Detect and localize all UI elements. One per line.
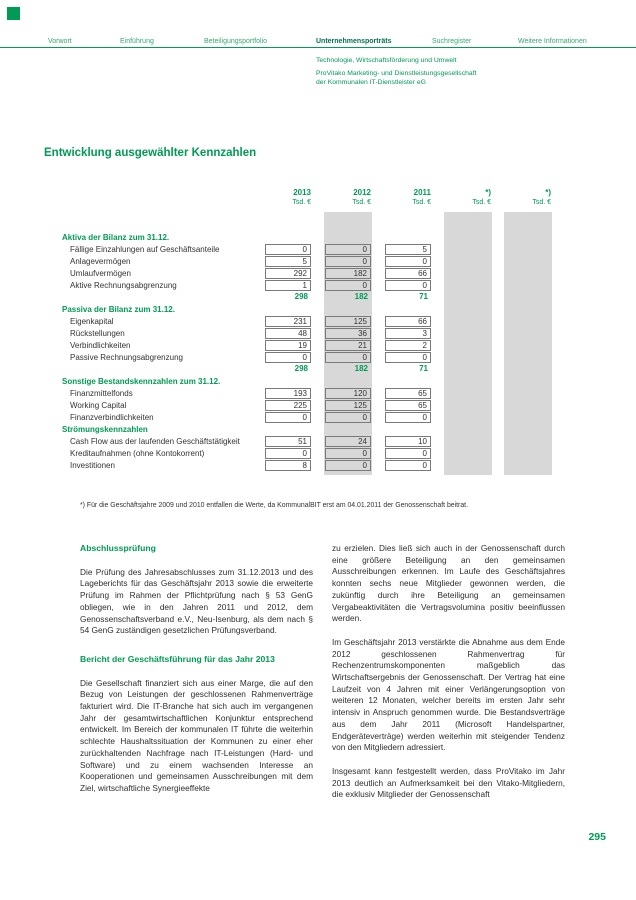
nav-item-unternehmensportr-ts[interactable]: Unternehmensporträts: [316, 38, 392, 45]
column-year: *): [545, 188, 551, 197]
table-section-header: [62, 231, 551, 243]
table-header-spacer: [62, 188, 257, 206]
table-cell: [505, 340, 551, 351]
row-label: Eigenkapital: [70, 316, 114, 326]
table-total-row: [62, 291, 551, 303]
table-cell: [505, 316, 551, 327]
table-cell: 5: [385, 244, 431, 255]
table-section-aktiva-der-bilanz-zum-31-12: [62, 231, 551, 303]
nav-item-einf-hrung[interactable]: Einführung: [120, 38, 154, 45]
table-cell: 10: [385, 436, 431, 447]
paragraph: Im Geschäftsjahr 2013 verstärkte die Abnahme aus dem Ende 2012 geschlossenen Rahmenvertrag für Rechenzentrumskomponenten maßgeblich das Wirtschaftsergebnis der Genossenschaft. Der Vertrag hat eine Laufzeit von 4 Jahren mit einer Verlängerungsoption von weiteren 12 Monaten, welcher bereits im ersten Jahr sehr intensiv in Anspruch genommen wurde. Die Bestandsverträge aus dem Jahr 2011 (Microsoft Handelspartner, Endgeräteverträge) werden weiterhin mit steigender Tendenz von den Mitgliedern adressiert.: [332, 636, 565, 753]
table-cell: 0: [265, 352, 311, 363]
paragraph: Die Gesellschaft finanziert sich aus einer Marge, die auf den Bezug von Leistungen der geschlossenen Rahmenverträge fakturiert wird. Die IT-Branche hat sich auch im vergangenen Jahr der gesamtwirtschaftlichen Konjunktur entsprechend entwickelt. Im Bereich der kommunalen IT führte die weiterhin schlechte Haushaltssituation der Kommunen zu einer eher zurückhaltenden Nachfrage nach IT-Leistungen (Hard- und Software) und zu einem wachsenden Interesse an Kooperationen und gemeinsamen Ausschreibungen mit dem Ziel, wirtschaftliche Synergieeffekte: [80, 677, 313, 793]
table-cell: [505, 328, 551, 339]
table-cell: [445, 436, 491, 447]
table-cell: 65: [385, 400, 431, 411]
nav-item-vorwort[interactable]: Vorwort: [48, 38, 72, 45]
breadcrumb-category: Technologie, Wirtschaftsförderung und Umwelt: [316, 57, 457, 64]
table-body: [62, 212, 551, 475]
table-cell: 24: [325, 436, 371, 447]
breadcrumb-company-line2: der Kommunalen IT-Dienstleister eG: [316, 79, 426, 86]
table-cell: 298: [294, 291, 308, 301]
table-cell: [505, 400, 551, 411]
table-cell: 225: [265, 400, 311, 411]
table-cell: 66: [385, 316, 431, 327]
table-cell: 2: [385, 340, 431, 351]
table-cell: 0: [385, 412, 431, 423]
table-cell: [445, 388, 491, 399]
table-row: [62, 243, 551, 255]
table-row: [62, 255, 551, 267]
table-footnote: *) Für die Geschäftsjahre 2009 und 2010 entfallen die Werte, da KommunalBIT erst am 04.01.2011 der Genossenschaft beitrat.: [80, 502, 469, 509]
breadcrumb-company-line1: ProVitako Marketing- und Dienstleistungsgesellschaft: [316, 70, 477, 77]
table-cell: 8: [265, 460, 311, 471]
table-header-row: [62, 188, 551, 206]
row-label: Fällige Einzahlungen auf Geschäftsanteile: [70, 244, 220, 254]
table-cell: [505, 388, 551, 399]
paragraph: Die Prüfung des Jahresabschlusses zum 31.12.2013 und des Lageberichts für das Geschäftsjahr 2013 sowie die erweiterte Prüfung im Rahmen der Pflichtprüfung nach § 53 GenG obliegen, wie in den Jahren 2011 und 2012, dem Genossenschaftsverband e.V., Neu-Isenburg, als dem nach § 54 GenG zuständigen gesetzlichen Prüfungsverband.: [80, 566, 313, 636]
row-label: Kreditaufnahmen (ohne Kontokorrent): [70, 448, 205, 458]
table-cell: [445, 400, 491, 411]
table-cell: [505, 436, 551, 447]
row-label: Passive Rechnungsabgrenzung: [70, 352, 183, 362]
paragraph: zu erzielen. Dies ließ sich auch in der Genossenschaft durch eine größere Beteiligung an den gemeinsamen Ausschreibungen erkennen. Im Laufe des Geschäftsjahres konnten sechs neue Mitglieder gewonnen werden, die zukünftig durch ihre Beteiligung an gemeinsamen Vergabeaktivitäten die Vertragsvolumina positiv beeinflussen werden.: [332, 543, 565, 624]
table-cell: [505, 412, 551, 423]
table-section-str-mungskennzahlen: [62, 423, 551, 471]
table-cell: 0: [325, 256, 371, 267]
table-cell: [505, 292, 551, 303]
page-number: 295: [588, 831, 606, 843]
section-header-label: Strömungskennzahlen: [62, 424, 148, 434]
table-cell: [445, 256, 491, 267]
text-column-left: [80, 543, 313, 807]
column-unit: Tsd. €: [472, 199, 491, 206]
table-row: [62, 327, 551, 339]
table-cell: 125: [325, 400, 371, 411]
table-section-header: [62, 303, 551, 315]
section-header-label: Passiva der Bilanz zum 31.12.: [62, 304, 175, 314]
table-cell: [445, 244, 491, 255]
table-cell: 298: [294, 363, 308, 373]
table-row: [62, 435, 551, 447]
table-cell: [505, 256, 551, 267]
table-cell: [505, 244, 551, 255]
row-label: Finanzmittelfonds: [70, 388, 133, 398]
kennzahlen-table: [62, 188, 551, 475]
column-year: 2012: [353, 188, 371, 197]
nav-item-beteiligungsportfolio[interactable]: Beteiligungsportfolio: [204, 38, 268, 45]
table-cell: 71: [419, 291, 428, 301]
table-section-header: [62, 423, 551, 435]
table-cell: 0: [385, 352, 431, 363]
row-label: Umlaufvermögen: [70, 268, 131, 278]
table-cell: 182: [354, 291, 368, 301]
table-cell: [445, 460, 491, 471]
breadcrumb: [316, 56, 476, 87]
table-cell: [445, 352, 491, 363]
column-header-2013: [265, 188, 311, 206]
table-cell: 0: [325, 412, 371, 423]
page-title: Entwicklung ausgewählter Kennzahlen: [44, 147, 257, 159]
table-cell: [505, 280, 551, 291]
table-row: [62, 351, 551, 363]
table-cell: [445, 448, 491, 459]
table-cell: [445, 316, 491, 327]
table-cell: 182: [325, 268, 371, 279]
table-section-header: [62, 375, 551, 387]
table-cell: 0: [325, 448, 371, 459]
table-cell: [445, 412, 491, 423]
paragraph: Insgesamt kann festgestellt werden, dass ProVitako im Jahr 2013 deutlich an Aufmerksamkeit bei den Vitako-Mitgliedern, die exklusiv Mitglieder der Genossenschaft: [332, 765, 565, 800]
row-label: Rückstellungen: [70, 328, 125, 338]
brand-corner-mark: [7, 7, 20, 20]
table-cell: 231: [265, 316, 311, 327]
table-cell: 292: [265, 268, 311, 279]
table-cell: [505, 460, 551, 471]
table-cell: [445, 340, 491, 351]
table-cell: 21: [325, 340, 371, 351]
table-cell: 5: [265, 256, 311, 267]
table-cell: 0: [325, 244, 371, 255]
table-cell: [445, 268, 491, 279]
table-cell: [445, 280, 491, 291]
row-label: Anlagevermögen: [70, 256, 131, 266]
table-cell: 19: [265, 340, 311, 351]
table-cell: 66: [385, 268, 431, 279]
table-row: [62, 399, 551, 411]
nav-item-weitere-informationen[interactable]: Weitere Informationen: [518, 38, 587, 45]
row-label: Verbindlichkeiten: [70, 340, 131, 350]
table-cell: [505, 364, 551, 375]
table-cell: 0: [265, 448, 311, 459]
table-cell: [505, 268, 551, 279]
column-unit: Tsd. €: [532, 199, 551, 206]
table-cell: 48: [265, 328, 311, 339]
row-label: Aktive Rechnungsabgrenzung: [70, 280, 177, 290]
table-cell: 3: [385, 328, 431, 339]
table-cell: 65: [385, 388, 431, 399]
table-row: [62, 459, 551, 471]
table-cell: 0: [385, 448, 431, 459]
row-label: Working Capital: [70, 400, 127, 410]
row-label: Finanzverbindlichkeiten: [70, 412, 154, 422]
table-row: [62, 339, 551, 351]
table-row: [62, 447, 551, 459]
row-label: Cash Flow aus der laufenden Geschäftstätigkeit: [70, 436, 240, 446]
table-cell: 71: [419, 363, 428, 373]
table-row: [62, 387, 551, 399]
section-heading-bericht-der-gesch-ftsf-hrung-f-r-das-jahr-2013: Bericht der Geschäftsführung für das Jahr 2013: [80, 653, 275, 664]
table-cell: 36: [325, 328, 371, 339]
table-row: [62, 279, 551, 291]
column-unit: Tsd. €: [352, 199, 371, 206]
table-cell: 193: [265, 388, 311, 399]
table-cell: [445, 364, 491, 375]
table-row: [62, 411, 551, 423]
section-heading-abschlusspr-fung: Abschlussprüfung: [80, 543, 156, 553]
column-header-: [505, 188, 551, 206]
table-cell: 125: [325, 316, 371, 327]
table-total-row: [62, 363, 551, 375]
table-section-passiva-der-bilanz-zum-31-12: [62, 303, 551, 375]
table-row: [62, 267, 551, 279]
table-cell: [445, 328, 491, 339]
nav-item-suchregister[interactable]: Suchregister: [432, 38, 472, 45]
table-cell: 0: [325, 460, 371, 471]
table-cell: [445, 292, 491, 303]
column-year: *): [485, 188, 491, 197]
column-year: 2011: [413, 188, 431, 197]
column-unit: Tsd. €: [412, 199, 431, 206]
table-cell: [505, 448, 551, 459]
table-cell: 0: [385, 460, 431, 471]
table-cell: 0: [385, 256, 431, 267]
table-cell: 51: [265, 436, 311, 447]
table-cell: 120: [325, 388, 371, 399]
table-cell: 1: [265, 280, 311, 291]
text-column-right: [332, 543, 565, 813]
section-header-label: Sonstige Bestandskennzahlen zum 31.12.: [62, 376, 221, 386]
table-cell: 0: [325, 280, 371, 291]
table-section-sonstige-bestandskennzahlen-zum-31-12: [62, 375, 551, 423]
table-cell: 0: [385, 280, 431, 291]
column-year: 2013: [293, 188, 311, 197]
column-unit: Tsd. €: [292, 199, 311, 206]
table-row: [62, 315, 551, 327]
column-header-: [445, 188, 491, 206]
table-cell: 182: [354, 363, 368, 373]
table-cell: [505, 352, 551, 363]
column-header-2012: [325, 188, 371, 206]
table-cell: 0: [265, 244, 311, 255]
table-cell: 0: [265, 412, 311, 423]
column-header-2011: [385, 188, 431, 206]
top-nav: [0, 36, 636, 48]
section-header-label: Aktiva der Bilanz zum 31.12.: [62, 232, 170, 242]
table-cell: 0: [325, 352, 371, 363]
row-label: Investitionen: [70, 460, 115, 470]
